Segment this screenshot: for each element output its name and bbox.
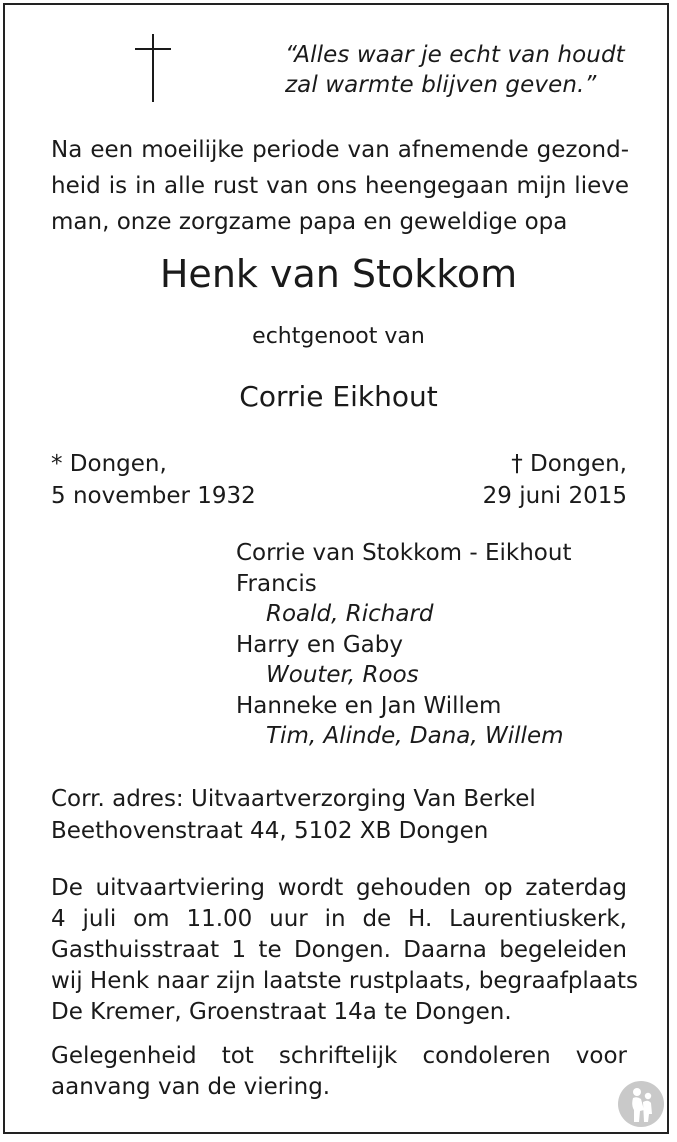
spouse-label: echtgenoot van	[252, 324, 425, 349]
ceremony-line: De Kremer, Groenstraat 14a te Dongen.	[51, 999, 512, 1025]
family-list	[236, 538, 571, 752]
condolence-line: aanvang van de viering.	[51, 1074, 331, 1100]
address-line: Corr. adres: Uitvaartverzorging Van Berkel	[51, 786, 536, 812]
family-member: Hanneke en Jan Willem	[236, 692, 502, 719]
cross-icon	[135, 34, 171, 102]
intro-line: man, onze zorgzame papa en geweldige opa	[51, 209, 568, 235]
quote-line: “Alles waar je echt van houdt	[285, 42, 625, 68]
address-line: Beethovenstraat 44, 5102 XB Dongen	[51, 818, 489, 844]
ceremony-text	[51, 873, 638, 1028]
birth-info	[51, 448, 256, 512]
intro-line: heid is in alle rust van ons heengegaan mijn lieve	[51, 173, 629, 199]
quote-line: zal warmte blijven geven.”	[285, 72, 597, 98]
memorial-quote	[285, 40, 625, 100]
grandchildren: Roald, Richard	[266, 601, 434, 627]
birth-date: 5 november 1932	[51, 483, 256, 509]
ceremony-line: Gasthuisstraat 1 te Dongen. Daarna begeleiden	[51, 937, 627, 963]
birth-place: * Dongen,	[51, 451, 167, 477]
deceased-name: Henk van Stokkom	[159, 252, 518, 296]
correspondence-address	[51, 783, 536, 847]
grandchildren: Tim, Alinde, Dana, Willem	[266, 723, 564, 749]
family-member: Francis	[236, 570, 317, 597]
family-member: Harry en Gaby	[236, 631, 403, 658]
spouse-name: Corrie Eikhout	[239, 380, 438, 413]
death-info	[483, 448, 627, 512]
intro-line: Na een moeilijke periode van afnemende gezond-	[51, 137, 629, 163]
intro-text	[51, 132, 629, 240]
memorial-logo-icon	[617, 1080, 665, 1128]
ceremony-line: De uitvaartviering wordt gehouden op zaterdag	[51, 875, 627, 901]
grandchildren: Wouter, Roos	[266, 662, 419, 688]
ceremony-line: 4 juli om 11.00 uur in de H. Laurentiuskerk,	[51, 906, 627, 932]
family-member: Corrie van Stokkom - Eikhout	[236, 540, 572, 566]
condolence-line: Gelegenheid tot schriftelijk condoleren voor	[51, 1043, 627, 1069]
condolence-text	[51, 1041, 627, 1103]
death-date: 29 juni 2015	[482, 483, 627, 509]
death-place: † Dongen,	[511, 451, 627, 477]
ceremony-line: wij Henk naar zijn laatste rustplaats, begraafplaats	[51, 968, 638, 994]
